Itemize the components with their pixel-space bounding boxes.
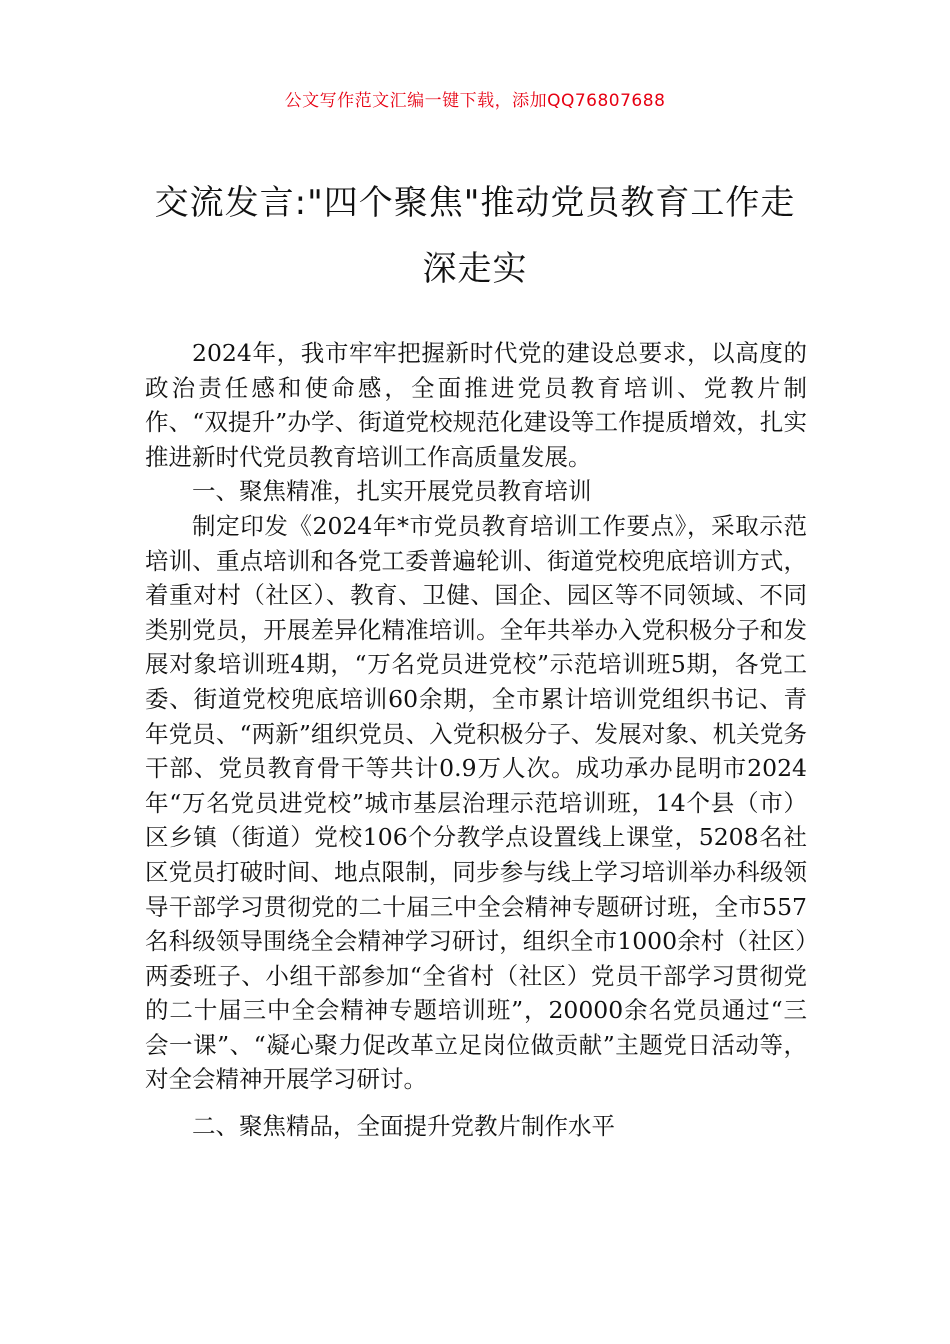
document-title: 交流发言:"四个聚焦"推动党员教育工作走深走实 — [154, 183, 796, 289]
intro-paragraph: 2024年，我市牢牢把握新时代党的建设总要求，以高度的政治责任感和使命感，全面推进党员教育培训、党教片制作、“双提升”办学、街道党校规范化建设等工作提质增效，扎实推进新时代党员教育培训工作高质量发展。 — [145, 339, 807, 471]
section-heading-2: 二、聚焦精品，全面提升党教片制作水平 — [192, 1112, 615, 1141]
body-paragraph-1: 制定印发《2024年*市党员教育培训工作要点》，采取示范培训、重点培训和各党工委普遍轮训、街道党校兜底培训方式，着重对村（社区）、教育、卫健、国企、园区等不同领域、不同类别党员，开展差异化精准培训。全年共举办入党积极分子和发展对象培训班4期，“万名党员进党校”示范培训班5期，各党工委、街道党校兜底培训60余期，全市累计培训党组织书记、青年党员、“两新”组织党员、入党积极分子、发展对象、机关党务干部、党员教育骨干等共计0.9万人次。成功承办昆明市2024年“万名党员进党校”城市基层治理示范培训班，14个县（市）区乡镇（街道）党校106个分教学点设置线上课堂，5208名社区党员打破时间、地点限制，同步参与线上学习培训举办科级领导干部学习贯彻党的二十届三中全会精神专题研讨班，全市557名科级领导围绕全会精神学习研讨，组织全市1000余村（社区）两委班子、小组干部参加“全省村（社区）党员干部学习贯彻党的二十届三中全会精神专题培训班”，20000余名党员通过“三会一课”、“凝心聚力促改革立足岗位做贡献”主题党日活动等，对全会精神开展学习研讨。 — [145, 511, 807, 1094]
header-download-note: 公文写作范文汇编一键下载，添加QQ76807688 — [284, 91, 666, 111]
section-heading-1: 一、聚焦精准，扎实开展党员教育培训 — [192, 477, 592, 506]
document-body — [145, 336, 807, 1144]
